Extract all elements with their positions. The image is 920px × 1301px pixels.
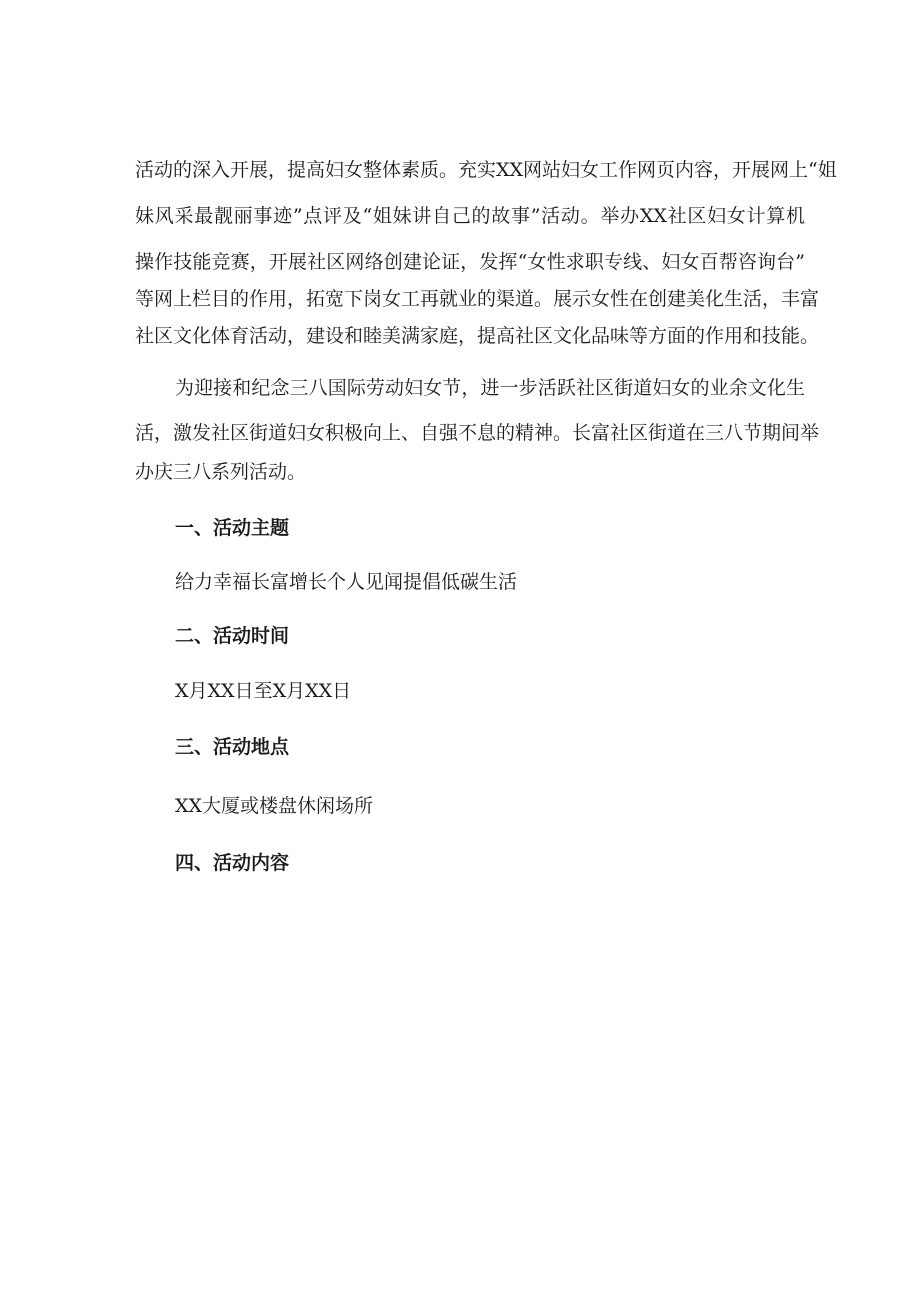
section-heading-time: 二、活动时间 bbox=[175, 625, 290, 647]
paragraph1-line-2: 妹风采最靓丽事迹”点评及“姐妹讲自己的故事”活动。举办XX社区妇女计算机 bbox=[135, 205, 805, 227]
paragraph2-line-3: 办庆三八系列活动。 bbox=[135, 461, 307, 483]
section-heading-theme: 一、活动主题 bbox=[175, 517, 290, 539]
section-heading-content: 四、活动内容 bbox=[175, 852, 290, 874]
section-content-theme: 给力幸福长富增长个人见闻提倡低碳生活 bbox=[175, 571, 518, 593]
section-content-time: X月XX日至X月XX日 bbox=[175, 680, 352, 702]
paragraph1-line-3: 操作技能竞赛，开展社区网络创建论证，发挥“女性求职专线、妇女百帮咨询台” bbox=[135, 251, 805, 273]
paragraph1-line-1: 活动的深入开展，提高妇女整体素质。充实XX网站妇女工作网页内容，开展网上“姐 bbox=[135, 159, 837, 181]
section-heading-location: 三、活动地点 bbox=[175, 736, 290, 758]
section-content-location: XX大厦或楼盘休闲场所 bbox=[175, 795, 374, 817]
paragraph1-line-5: 社区文化体育活动，建设和睦美满家庭，提高社区文化品味等方面的作用和技能。 bbox=[135, 325, 820, 347]
paragraph1-line-4: 等网上栏目的作用，拓宽下岗女工再就业的渠道。展示女性在创建美化生活，丰富 bbox=[135, 288, 820, 310]
paragraph2-line-2: 活，激发社区街道妇女积极向上、自强不息的精神。长富社区街道在三八节期间举 bbox=[135, 422, 820, 444]
paragraph2-line-1: 为迎接和纪念三八国际劳动妇女节，进一步活跃社区街道妇女的业余文化生 bbox=[175, 377, 805, 399]
